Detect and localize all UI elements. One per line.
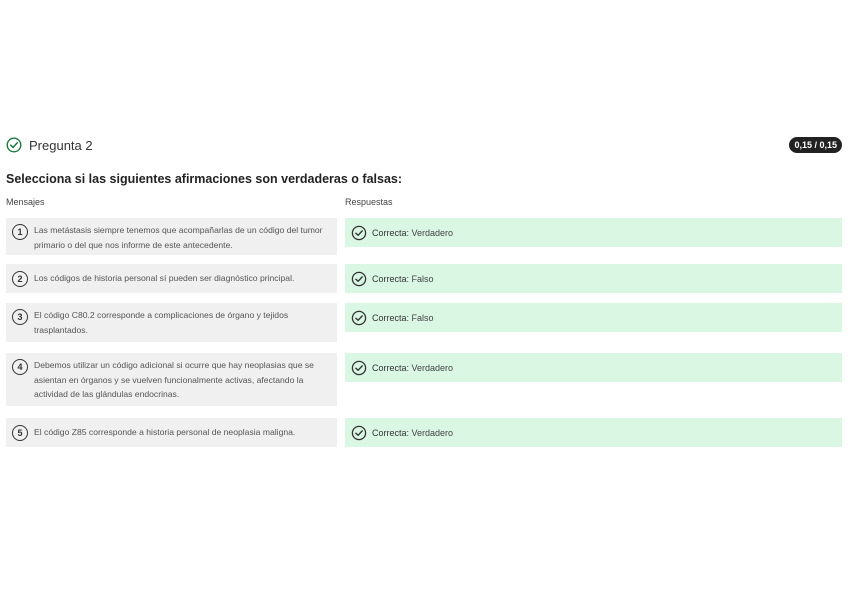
message-cell — [6, 418, 337, 447]
columns-header — [6, 197, 842, 209]
answer-cell — [345, 303, 842, 332]
message-text: Los códigos de historia personal sí pueden ser diagnóstico principal. — [34, 273, 295, 284]
answer-value: Falso — [411, 312, 434, 323]
check-circle-icon — [351, 271, 367, 287]
match-row — [6, 303, 842, 342]
answer-value: Falso — [411, 273, 434, 284]
answer-text — [372, 228, 453, 238]
answer-label: Correcta: — [372, 227, 410, 238]
question-prompt: Selecciona si las siguientes afirmaciones son verdaderas o falsas: — [6, 172, 403, 186]
answers-column-header: Respuestas — [345, 197, 393, 207]
match-row — [6, 353, 842, 406]
answer-text — [372, 363, 453, 373]
message-cell — [6, 353, 337, 406]
answer-text — [372, 428, 453, 438]
message-cell — [6, 218, 337, 255]
message-cell — [6, 303, 337, 342]
check-circle-icon — [351, 360, 367, 376]
answer-cell — [345, 418, 842, 447]
check-circle-icon — [351, 225, 367, 241]
question-title-group — [6, 137, 93, 153]
check-circle-icon — [351, 425, 367, 441]
match-rows — [6, 218, 842, 447]
answer-value: Verdadero — [411, 427, 454, 438]
question-header — [6, 136, 842, 154]
answer-cell — [345, 353, 842, 382]
answer-cell — [345, 264, 842, 293]
question-block — [6, 136, 842, 447]
row-number-badge: 1 — [12, 224, 28, 240]
answer-label: Correcta: — [372, 362, 410, 373]
answer-value: Verdadero — [411, 227, 454, 238]
message-text: El código Z85 corresponde a historia personal de neoplasia maligna. — [34, 427, 296, 438]
message-cell — [6, 264, 337, 293]
message-text: Debemos utilizar un código adicional si ocurre que hay neoplasias que se asientan en órganos y se vuelven funcionalmente activas, afectando la actividad de las glándulas endocrinas. — [34, 360, 314, 399]
answer-label: Correcta: — [372, 312, 410, 323]
score-badge: 0,15 / 0,15 — [789, 137, 842, 153]
check-circle-icon — [6, 137, 22, 153]
answer-text — [372, 274, 434, 284]
row-number-badge: 2 — [12, 271, 28, 287]
match-row — [6, 218, 842, 255]
messages-column-header: Mensajes — [6, 197, 45, 207]
answer-text — [372, 313, 434, 323]
answer-label: Correcta: — [372, 427, 410, 438]
row-number-badge: 5 — [12, 425, 28, 441]
match-row — [6, 418, 842, 447]
row-number-badge: 3 — [12, 309, 28, 325]
match-row — [6, 264, 842, 293]
check-circle-icon — [351, 310, 367, 326]
answer-cell — [345, 218, 842, 247]
row-number-badge: 4 — [12, 359, 28, 375]
answer-label: Correcta: — [372, 273, 410, 284]
message-text: El código C80.2 corresponde a complicaciones de órgano y tejidos trasplantados. — [34, 310, 289, 335]
question-title: Pregunta 2 — [29, 137, 93, 153]
answer-value: Verdadero — [411, 362, 454, 373]
message-text: Las metástasis siempre tenemos que acompañarlas de un código del tumor primario o del que nos informe de este antecedente. — [34, 225, 323, 250]
